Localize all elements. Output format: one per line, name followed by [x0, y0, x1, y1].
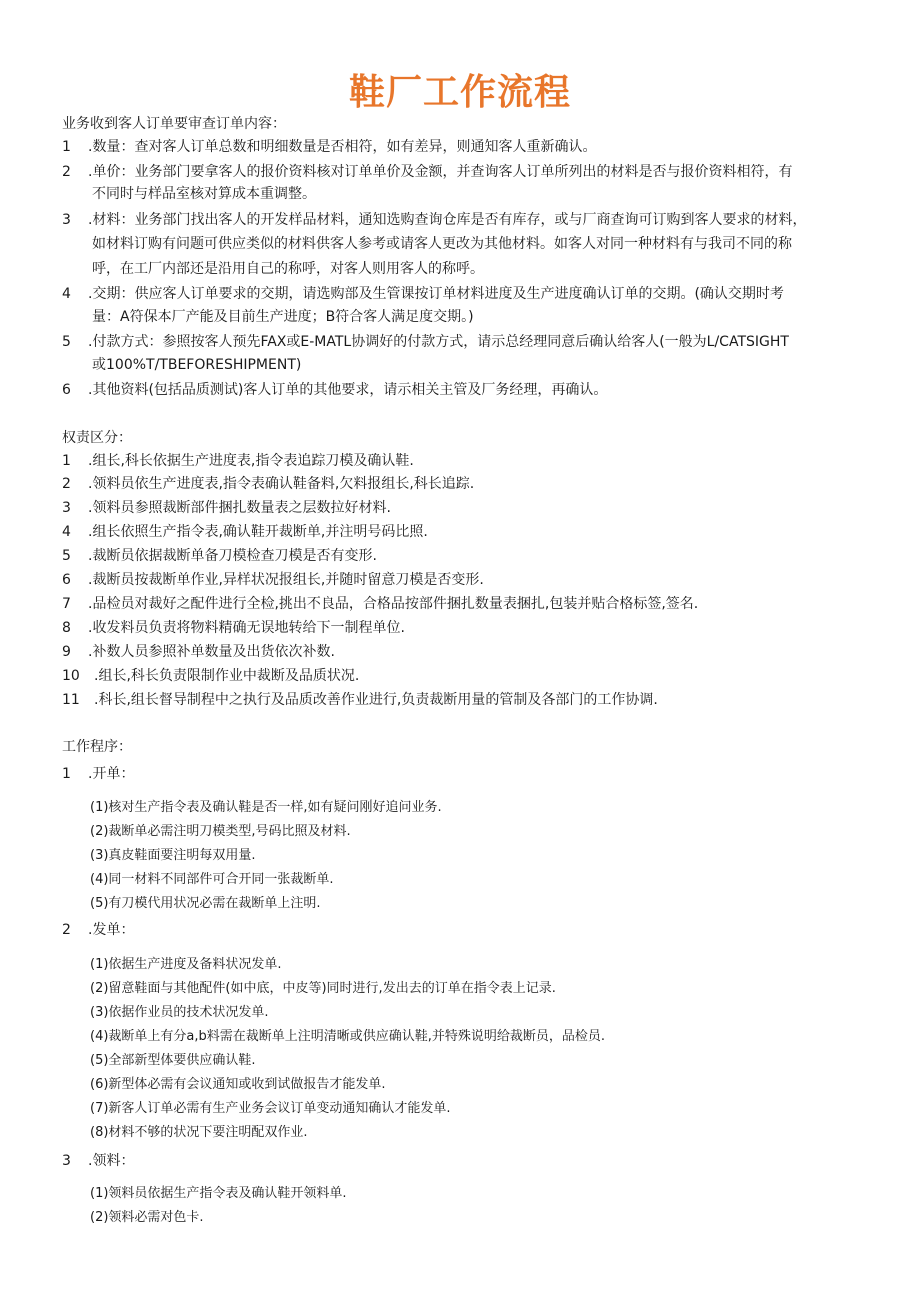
sub-item: (2)裁断单必需注明刀模类型,号码比照及材料.	[90, 824, 351, 839]
sub-item: (7)新客人订单必需有生产业务会议订单变动通知确认才能发单.	[90, 1101, 451, 1116]
sub-item: (2)留意鞋面与其他配件(如中底，中皮等)同时进行,发出去的订单在指令表上记录.	[90, 981, 556, 996]
item-text: .组长,科长依据生产进度表,指令表追踪刀模及确认鞋.	[88, 453, 414, 469]
item-text: .领料员参照裁断部件捆扎数量表之层数拉好材料.	[88, 500, 391, 516]
item-number: 11	[62, 692, 80, 708]
item-number: 5	[62, 548, 71, 564]
item-number: 2	[62, 476, 71, 492]
item-text: .组长,科长负责限制作业中裁断及品质状况.	[94, 668, 360, 684]
item-number: 8	[62, 620, 71, 636]
item-text: 或100%T/TBEFORESHIPMENT)	[92, 357, 302, 373]
section-heading: 业务收到客人订单要审查订单内容：	[62, 116, 286, 132]
section-heading: 工作程序：	[62, 739, 132, 755]
group-number: 1	[62, 766, 71, 782]
item-text: .裁断员依据裁断单备刀模检查刀模是否有变形.	[88, 548, 377, 564]
item-text: .裁断员按裁断单作业,异样状况报组长,并随时留意刀模是否变形.	[88, 572, 484, 588]
item-text: .单价：业务部门要拿客人的报价资料核对订单单价及金额，并查询客人订单所列出的材料是否与报价资料相符，有	[88, 164, 793, 180]
sub-item: (8)材料不够的状况下要注明配双作业.	[90, 1125, 308, 1140]
item-text: .数量：查对客人订单总数和明细数量是否相符，如有差异，则通知客人重新确认。	[88, 139, 597, 155]
sub-item: (5)有刀模代用状况必需在裁断单上注明.	[90, 896, 321, 911]
sub-item: (3)依据作业员的技术状况发单.	[90, 1005, 269, 1020]
item-text: 呼，在工厂内部还是沿用自己的称呼，对客人则用客人的称呼。	[92, 261, 484, 277]
group-number: 2	[62, 922, 71, 938]
item-number: 3	[62, 500, 71, 516]
sub-item: (4)裁断单上有分a,b料需在裁断单上注明清晰或供应确认鞋,并特殊说明给裁断员，品检员.	[90, 1029, 606, 1044]
item-number: 3	[62, 212, 71, 228]
item-number: 6	[62, 572, 71, 588]
group-label: .领料：	[88, 1153, 135, 1169]
group-label: .开单：	[88, 766, 135, 782]
item-text: .领料员依生产进度表,指令表确认鞋备料,欠料报组长,科长追踪.	[88, 476, 475, 492]
item-text: 量：A符保本厂产能及目前生产进度；B符合客人满足度交期。)	[92, 309, 474, 325]
item-text: .收发料员负责将物料精确无误地转给下一制程单位.	[88, 620, 405, 636]
item-text: .组长依照生产指令表,确认鞋开裁断单,并注明号码比照.	[88, 524, 428, 540]
item-number: 5	[62, 334, 71, 350]
sub-item: (1)依据生产进度及备料状况发单.	[90, 957, 282, 972]
sub-item: (6)新型体必需有会议通知或收到试做报告才能发单.	[90, 1077, 386, 1092]
item-number: 4	[62, 286, 71, 302]
item-text: .补数人员参照补单数量及出货依次补数.	[88, 644, 335, 660]
item-text: 不同时与样品室核对算成本重调整。	[92, 186, 316, 202]
sub-item: (3)真皮鞋面要注明每双用量.	[90, 848, 256, 863]
item-text: .科长,组长督导制程中之执行及品质改善作业进行,负责裁断用量的管制及各部门的工作协调.	[94, 692, 658, 708]
section-heading: 权责区分：	[62, 430, 132, 446]
item-number: 9	[62, 644, 71, 660]
sub-item: (1)核对生产指令表及确认鞋是否一样,如有疑问刚好追问业务.	[90, 800, 442, 815]
sub-item: (2)领料必需对色卡.	[90, 1210, 204, 1225]
item-number: 1	[62, 453, 71, 469]
sub-item: (4)同一材料不同部件可合开同一张裁断单.	[90, 872, 334, 887]
sub-item: (1)领料员依据生产指令表及确认鞋开领料单.	[90, 1186, 347, 1201]
item-text: .交期：供应客人订单要求的交期，请选购部及生管课按订单材料进度及生产进度确认订单的交期。(确认交期时考	[88, 286, 784, 302]
item-number: 7	[62, 596, 71, 612]
group-label: .发单：	[88, 922, 135, 938]
item-text: .材料：业务部门找出客人的开发样品材料，通知选购查询仓库是否有库存，或与厂商查询可订购到客人要求的材料，	[88, 212, 807, 228]
item-number: 2	[62, 164, 71, 180]
item-text: .付款方式：参照按客人预先FAX或E-MATL协调好的付款方式，请示总经理同意后确认给客人(一般为L/CATSIGHT	[88, 334, 789, 350]
item-text: .其他资料(包括品质测试)客人订单的其他要求，请示相关主管及厂务经理，再确认。	[88, 382, 608, 398]
item-number: 1	[62, 139, 71, 155]
item-number: 4	[62, 524, 71, 540]
group-number: 3	[62, 1153, 71, 1169]
sub-item: (5)全部新型体要供应确认鞋.	[90, 1053, 256, 1068]
item-text: 如材料订购有问题可供应类似的材料供客人参考或请客人更改为其他材料。如客人对同一种材料有与我司不同的称	[92, 236, 792, 252]
item-number: 10	[62, 668, 80, 684]
page-title: 鞋厂工作流程	[348, 72, 571, 113]
item-text: .品检员对裁好之配件进行全检,挑出不良品，合格品按部件捆扎数量表捆扎,包装并贴合格标签,签名.	[88, 596, 699, 612]
item-number: 6	[62, 382, 71, 398]
